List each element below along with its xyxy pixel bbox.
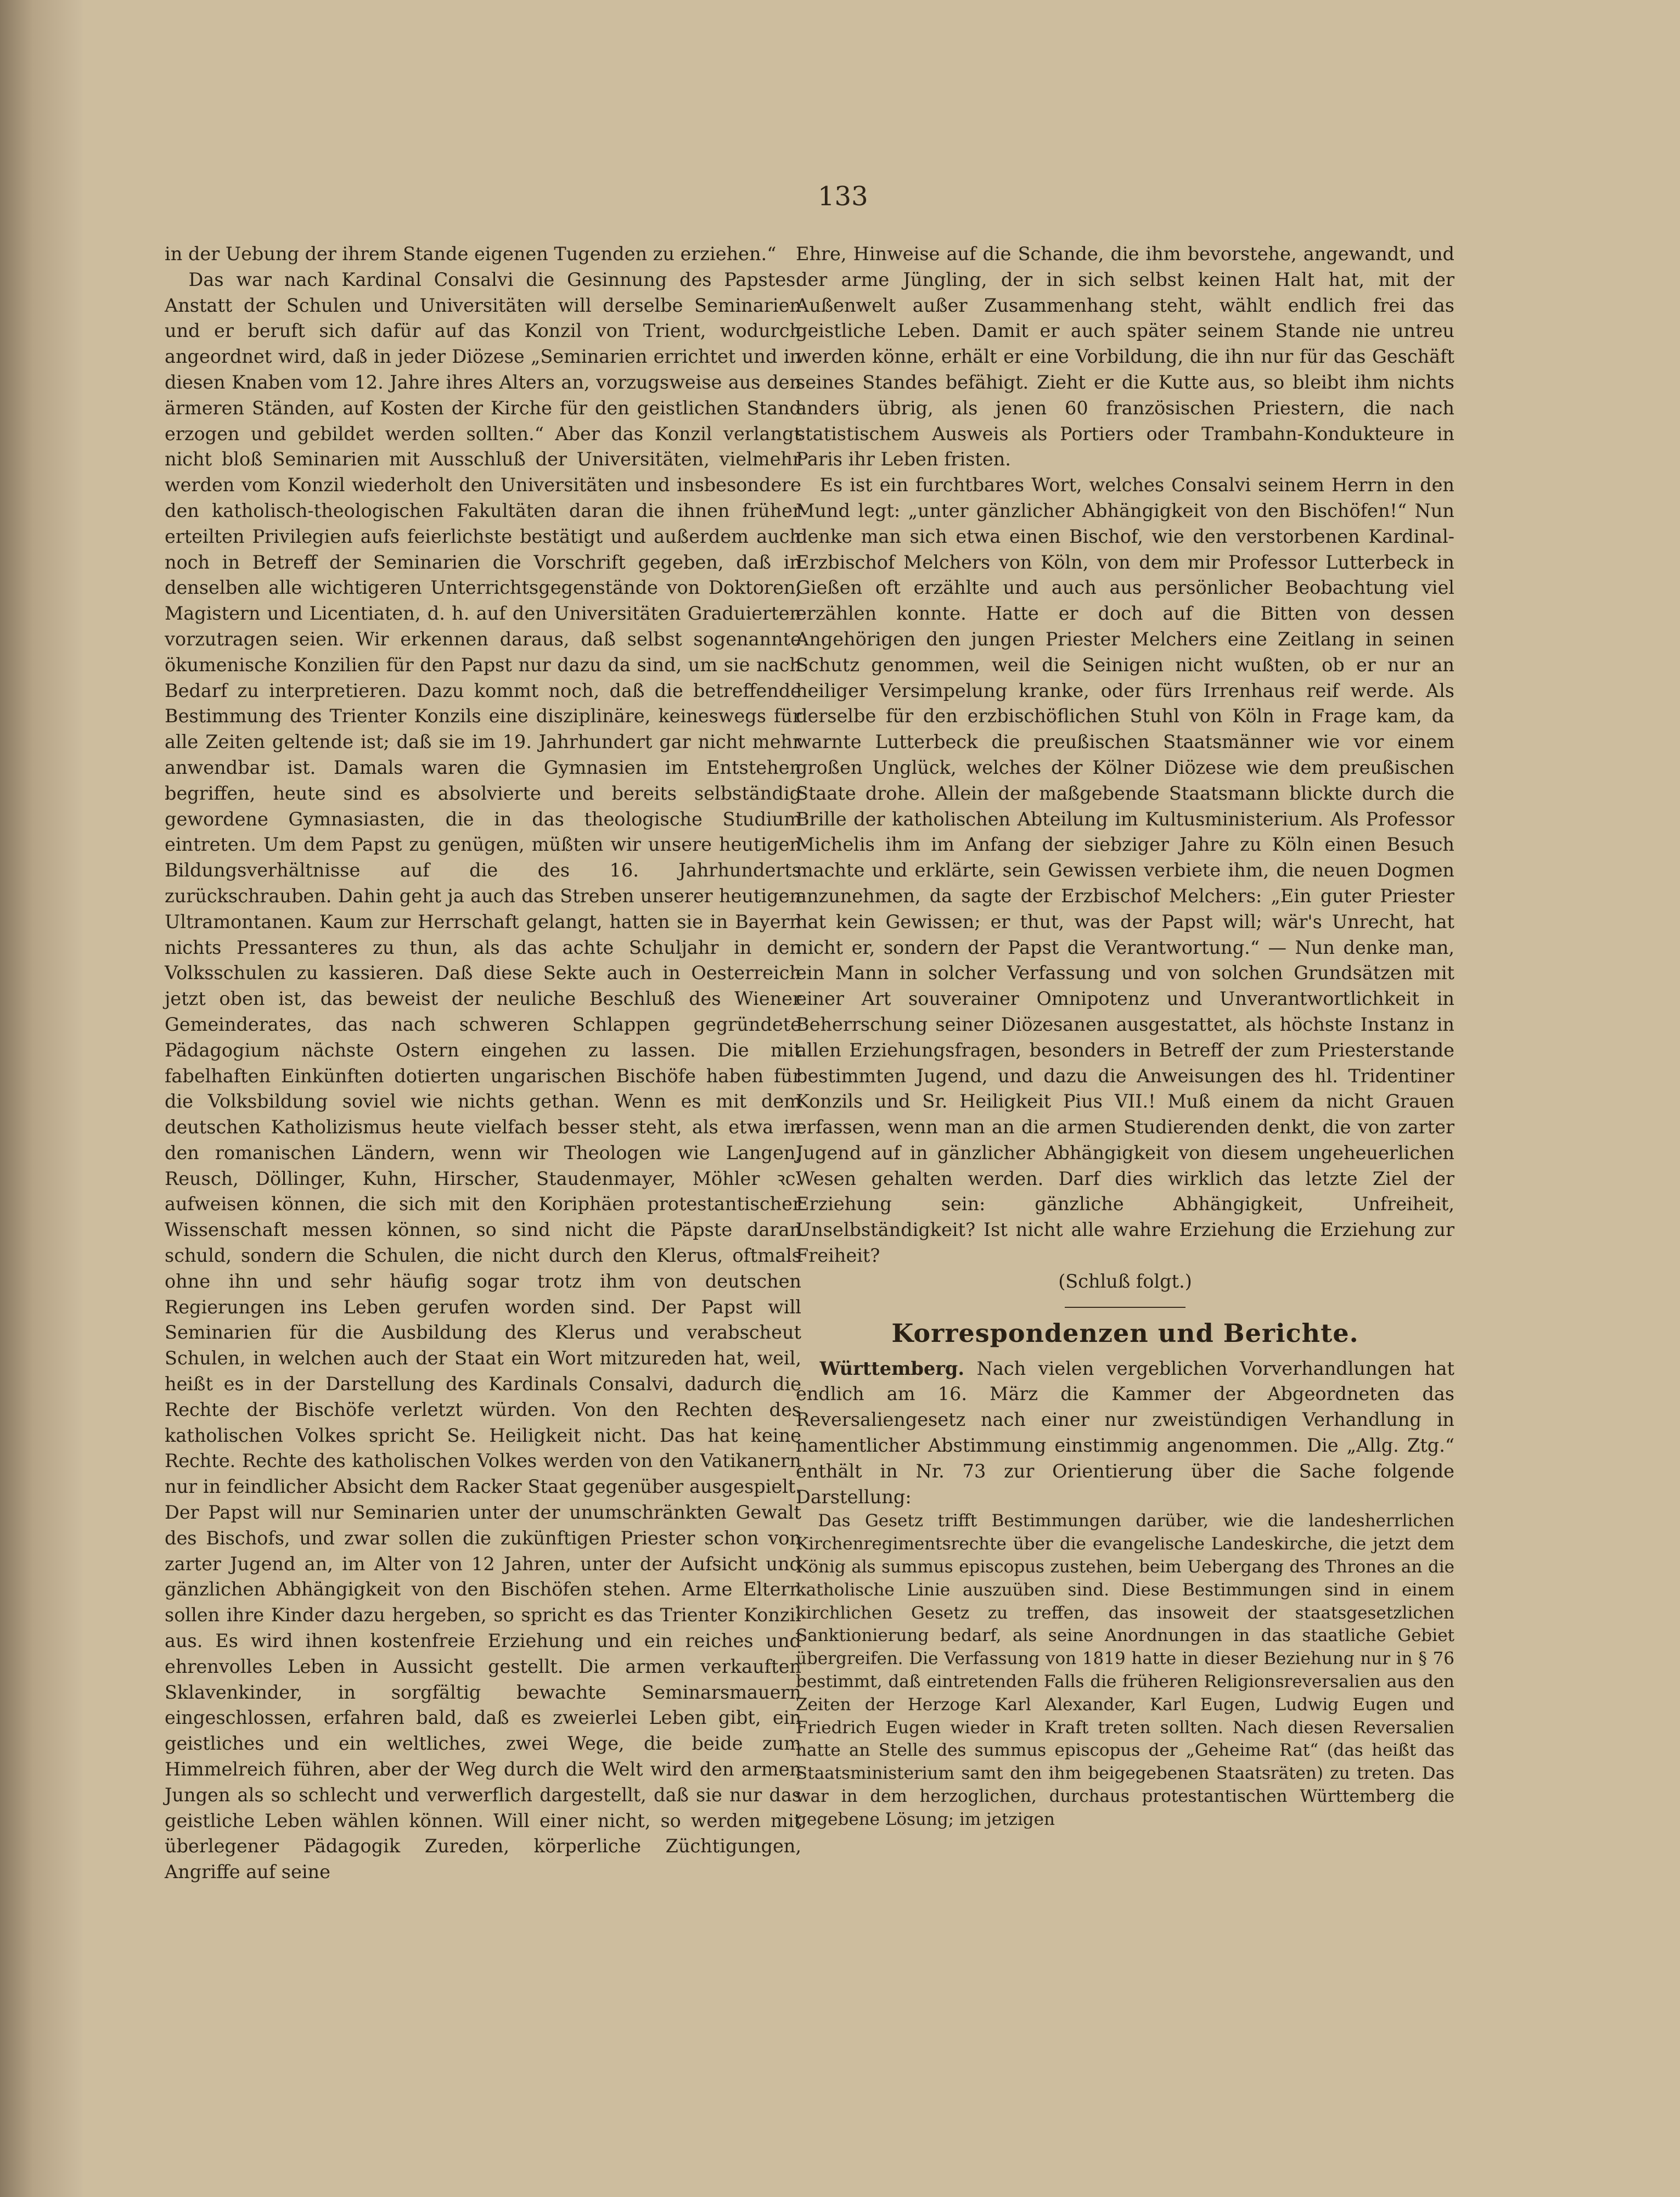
book-page <box>82 0 1680 2197</box>
paragraph: in der Uebung der ihrem Stande eigenen Tugenden zu erziehen.“ <box>165 243 777 265</box>
section-heading: Korrespondenzen und Berichte. <box>891 1318 1359 1348</box>
right-text-column <box>796 241 1454 1831</box>
page-number: 133 <box>818 181 868 212</box>
paragraph: Das war nach Kardinal Consalvi die Gesinnung des Papstes. Anstatt der Schulen und Universitäten will derselbe Seminarien und er beruft sich dafür auf das Konzil von Trient, wodurch angeordnet wird, daß in jeder Diözese „Seminarien errichtet und in diesen Knaben vom 12. Jahre ihres Alters an, vorzugsweise aus den ärmeren Ständen, auf Kosten der Kirche für den geistlichen Stand erzogen und gebildet werden sollten.“ Aber das Konzil verlangt nicht bloß Seminarien mit Ausschluß der Universitäten, vielmehr werden vom Konzil wiederholt den Universitäten und insbesondere den katholisch-theologischen Fakultäten daran die ihnen früher erteilten Privilegien aufs feierlichste bestätigt und außerdem auch noch in Betreff der Seminarien die Vorschrift gegeben, daß in denselben alle wichtigeren Unterrichtsgegenstände von Doktoren, Magistern und Licentiaten, d. h. auf den Universitäten Graduierten vorzutragen seien. Wir erkennen daraus, daß selbst sogenannte ökumenische Konzilien für den Papst nur dazu da sind, um sie nach Bedarf zu interpretieren. Dazu kommt noch, daß die betreffende Bestimmung des Trienter Konzils eine disziplinäre, keineswegs für alle Zeiten geltende ist; daß sie im 19. Jahrhundert gar nicht mehr anwendbar ist. Damals waren die Gymnasien im Entstehen begriffen, heute sind es absolvierte und bereits selbständig gewordene Gymnasiasten, die in das theologische Studium eintreten. Um dem Papst zu genügen, müßten wir unsere heutigen Bildungsverhältnisse auf die des 16. Jahrhunderts zurückschrauben. Dahin geht ja auch das Streben unserer heutigen Ultramontanen. Kaum zur Herrschaft gelangt, hatten sie in Bayern nichts Pressanteres zu thun, als das achte Schuljahr in den Volksschulen zu kassieren. Daß diese Sekte auch in Oesterreich jetzt oben ist, das beweist der neuliche Beschluß des Wiener Gemeinderates, das nach schweren Schlappen gegründete Pädagogium nächste Ostern eingehen zu lassen. Die mit fabelhaften Einkünften dotierten ungarischen Bischöfe haben für die Volksbildung soviel wie nichts gethan. Wenn es mit dem deutschen Katholizismus heute vielfach besser steht, als etwa in den romanischen Ländern, wenn wir Theologen wie Langen, Reusch, Döllinger, Kuhn, Hirscher, Staudenmayer, Möhler ꝛc. aufweisen können, die sich mit den Koriphäen protestantischer Wissenschaft messen können, so sind nicht die Päpste daran schuld, sondern die Schulen, die nicht durch den Klerus, oftmals ohne ihn und sehr häufig sogar trotz ihm von deutschen Regierungen ins Leben gerufen worden sind. Der Papst will Seminarien für die Ausbildung des Klerus und verabscheut Schulen, in welchen auch der Staat ein Wort mitzureden hat, weil, heißt es in der Darstellung des Kardinals Consalvi, dadurch die Rechte der Bischöfe verletzt würden. Von den Rechten des katholischen Volkes spricht Se. Heiligkeit nicht. Das hat keine Rechte. Rechte des katholischen Volkes werden von den Vatikanern nur in feindlicher Absicht dem Racker Staat gegenüber ausgespielt. Der Papst will nur Seminarien unter der unumschränkten Gewalt des Bischofs, und zwar sollen die zukünftigen Priester schon von zarter Jugend an, im Alter von 12 Jahren, unter der Aufsicht und gänzlichen Abhängigkeit von den Bischöfen stehen. Arme Eltern sollen ihre Kinder dazu hergeben, so spricht es das Trienter Konzil aus. Es wird ihnen kostenfreie Erziehung und ein reiches und ehrenvolles Leben in Aussicht gestellt. Die armen verkauften Sklavenkinder, in sorgfältig bewachte Seminarsmauern eingeschlossen, erfahren bald, daß es zweierlei Leben gibt, ein geistliches und ein weltliches, zwei Wege, die beide zum Himmelreich führen, aber der Weg durch die Welt wird den armen Jungen als so schlecht und verwerflich dargestellt, daß sie nur das geistliche Leben wählen können. Will einer nicht, so werden mit überlegener Pädagogik Zureden, körperliche Züchtigungen, Angriffe auf seine <box>165 268 801 1883</box>
report-quote-block <box>796 1510 1454 1831</box>
paragraph: Ehre, Hinweise auf die Schande, die ihm bevorstehe, angewandt, und der arme Jüngling, der in sich selbst keinen Halt hat, mit der Außenwelt außer Zusammenhang steht, wählt endlich frei das geistliche Leben. Damit er auch später seinem Stande nie untreu werden könne, erhält er eine Vorbildung, die ihn nur für das Geschäft seines Standes befähigt. Zieht er die Kutte aus, so bleibt ihm nichts anders übrig, als jenen 60 französischen Priestern, die nach statistischem Ausweis als Portiers oder Trambahn-Kondukteure in Paris ihr Leben fristen. <box>796 243 1454 470</box>
paragraph: Es ist ein furchtbares Wort, welches Consalvi seinem Herrn in den Mund legt: „unter gänzlicher Abhängigkeit von den Bischöfen!“ Nun denke man sich etwa einen Bischof, wie den verstorbenen Kardinal-Erzbischof Melchers von Köln, von dem mir Professor Lutterbeck in Gießen oft erzählte und auch aus persönlicher Beobachtung viel erzählen konnte. Hatte er doch auf die Bitten von dessen Angehörigen den jungen Priester Melchers eine Zeitlang in seinen Schutz genommen, weil die Seinigen nicht wußten, ob er nur an heiliger Versimpelung kranke, oder fürs Irrenhaus reif werde. Als derselbe für den erzbischöflichen Stuhl von Köln in Frage kam, da warnte Lutterbeck die preußischen Staatsmänner wie vor einem großen Unglück, welches der Kölner Diözese wie dem preußischen Staate drohe. Allein der maßgebende Staatsmann blickte durch die Brille der katholischen Abteilung im Kultusministerium. Als Professor Michelis ihm im Anfang der siebziger Jahre zu Köln einen Besuch machte und erklärte, sein Gewissen verbiete ihm, die neuen Dogmen anzunehmen, da sagte der Erzbischof Melchers: „Ein guter Priester hat kein Gewissen; er thut, was der Papst will; wär's Unrecht, hat nicht er, sondern der Papst die Verantwortung.“ — Nun denke man, ein Mann in solcher Verfassung und von solchen Grundsätzen mit einer Art souverainer Omnipotenz und Unverantwortlichkeit in Beherrschung seiner Diözesanen ausgestattet, als höchste Instanz in allen Erziehungsfragen, besonders in Betreff der zum Priesterstande bestimmten Jugend, und dazu die Anweisungen des hl. Tridentiner Konzils und Sr. Heiligkeit Pius VII.! Muß einem da nicht Grauen erfassen, wenn man an die armen Studierenden denkt, die von zarter Jugend auf in gänzlicher Abhängigkeit von diesem ungeheuerlichen Wesen gehalten werden. Darf dies wirklich das letzte Ziel der Erziehung sein: gänzliche Abhängigkeit, Unfreiheit, Unselbständigkeit? Ist nicht alle wahre Erziehung die Erziehung zur Freiheit? <box>796 474 1454 1267</box>
report-intro: Nach vielen vergeblichen Vorverhandlungen hat endlich am 16. März die Kammer der Abgeordneten das Reversaliengesetz nach einer nur zweistündigen Verhandlung in namentlicher Abstimmung einstimmig angenommen. Die „Allg. Ztg.“ enthält in Nr. 73 zur Orientierung über die Sache folgende Darstellung: <box>796 1357 1454 1508</box>
section-divider <box>1065 1307 1185 1308</box>
book-binding-gutter <box>0 0 82 2197</box>
report-quote: Das Gesetz trifft Bestimmungen darüber, wie die landesherrlichen Kirchenregimentsrechte über die evangelische Landeskirche, die jetzt dem König als summus episcopus zustehen, beim Uebergang des Thrones an die katholische Linie auszuüben sind. Diese Bestimmungen sind in einem kirchlichen Gesetz zu treffen, das insoweit der staatsgesetzlichen Sanktionierung bedarf, als seine Anordnungen in das staatliche Gebiet übergreifen. Die Verfassung von 1819 hatte in dieser Beziehung nur in § 76 bestimmt, daß eintretenden Falls die früheren Religionsreversalien aus den Zeiten der Herzoge Karl Alexander, Karl Eugen, Ludwig Eugen und Friedrich Eugen wieder in Kraft treten sollten. Nach diesen Reversalien hatte an Stelle des summus episcopus der „Geheime Rat“ (das heißt das Staatsministerium samt den ihm beigegebenen Staatsräten) zu treten. Das war in dem herzoglichen, durchaus protestantischen Württemberg die gegebene Lösung; im jetzigen <box>796 1511 1454 1829</box>
continued-note: (Schluß folgt.) <box>1058 1270 1192 1292</box>
report-lead: Württemberg. <box>819 1357 964 1379</box>
left-text-column <box>165 241 801 1885</box>
